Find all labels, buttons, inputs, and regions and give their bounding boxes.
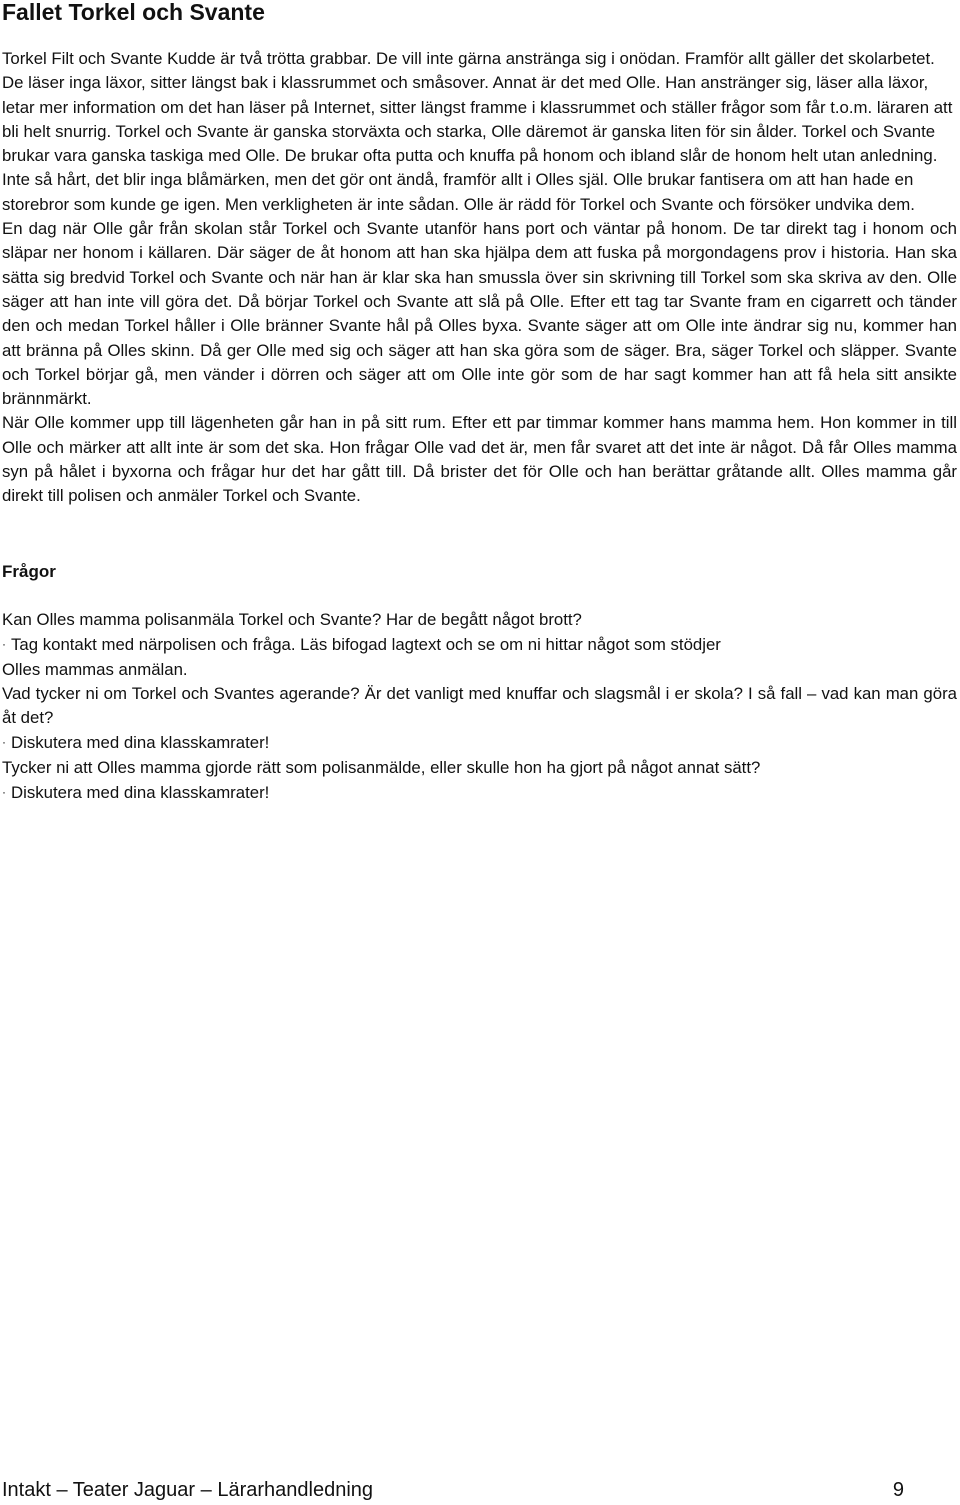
story-paragraph: Torkel Filt och Svante Kudde är två trötta grabbar. De vill inte gärna anstränga sig i onödan. Framför allt gäller det skolarbetet. De läser inga läxor, sitter längst bak i klassrummet och småsover. Annat är det med Olle. Han anstränger sig, läser alla läxor, letar mer information om det han läser på Internet, sitter längst framme i klassrummet och ställer frågor som får t.o.m. läraren att bli helt snurrig. Torkel och Svante är ganska storväxta och starka, Olle däremot är ganska liten för sin ålder. Torkel och Svante brukar vara ganska taskiga med Olle. De brukar ofta putta och knuffa på honom och ibland slår de honom helt utan anledning. Inte så hårt, det blir inga blåmärken, men det gör ont ändå, framför allt i Olles själ. Olle brukar fantisera om att han hade en storebror som kunde ge igen. Men verkligheten är inte sådan. Olle är rädd för Torkel och Svante och försöker undvika dem. xyxy=(2,49,953,214)
bullet-text: Diskutera med dina klasskamrater! xyxy=(11,733,270,753)
question-1: Kan Olles mamma polisanmäla Torkel och Svante? Har de begått något brott? xyxy=(2,610,582,629)
story-paragraph: När Olle kommer upp till lägenheten går han in på sitt rum. Efter ett par timmar kommer hans mamma hem. Hon kommer in till Olle och märker att allt inte är som det ska. Hon frågar Olle vad det är, men får svaret att det inte är något. Då får Olles mamma syn på hålet i byxorna och frågar hur det har gått till. Då brister det för Olle och han berättar gråtande allt. Olles mamma går direkt till polisen och anmäler Torkel och Svante. xyxy=(2,413,957,506)
bullet-item-1 xyxy=(2,632,957,657)
bullet-item-1-continued: Olles mammas anmälan. xyxy=(2,659,188,679)
story-text xyxy=(2,47,957,509)
bullet-text: Diskutera med dina klasskamrater! xyxy=(11,783,270,803)
bullet-text: Tag kontakt med närpolisen och fråga. Läs bifogad lagtext och se om ni hittar något som stödjer xyxy=(11,635,721,655)
questions-heading: Frågor xyxy=(2,562,56,581)
bullet-item-3 xyxy=(2,780,957,805)
bullet-icon: · xyxy=(2,785,6,800)
questions-list xyxy=(2,608,957,805)
story-paragraph: En dag när Olle går från skolan står Torkel och Svante utanför hans port och väntar på honom. De tar direkt tag i honom och släpar ner honom i källaren. Där säger de åt honom att han ska hjälpa dem att fuska på morgondagens prov i historia. Han ska sätta sig bredvid Torkel och Svante och när han är klar ska han smussla över sin skrivning till Torkel som ska skriva av den. Olle säger att han inte vill göra det. Då börjar Torkel och Svante att slå på Olle. Efter ett tag tar Svante fram en cigarrett och tänder den och medan Torkel håller i Olle bränner Svante hål på Olles byxa. Svante säger att om Olle inte ändrar sig nu, kommer han att bränna på Olles skinn. Då ger Olle med sig och säger att han ska göra som de säger. Bra, säger Torkel och släpper. Svante och Torkel börjar gå, men vänder i dörren och säger att om Olle inte gör som de har sagt kommer han att få hela sitt ansikte brännmärkt. xyxy=(2,219,957,409)
bullet-icon: · xyxy=(2,735,6,750)
page-title: Fallet Torkel och Svante xyxy=(2,0,265,25)
bullet-icon: · xyxy=(2,637,6,652)
footer-text: Intakt – Teater Jaguar – Lärarhandledning xyxy=(2,1479,374,1501)
page-number: 9 xyxy=(892,1479,904,1501)
bullet-item-2 xyxy=(2,730,957,755)
page-footer xyxy=(2,1477,904,1503)
question-2: Vad tycker ni om Torkel och Svantes agerande? Är det vanligt med knuffar och slagsmål i er skola? I så fall – vad kan man göra åt det? xyxy=(2,683,957,728)
question-3: Tycker ni att Olles mamma gjorde rätt som polisanmälde, eller skulle hon ha gjort på något annat sätt? xyxy=(2,757,761,777)
